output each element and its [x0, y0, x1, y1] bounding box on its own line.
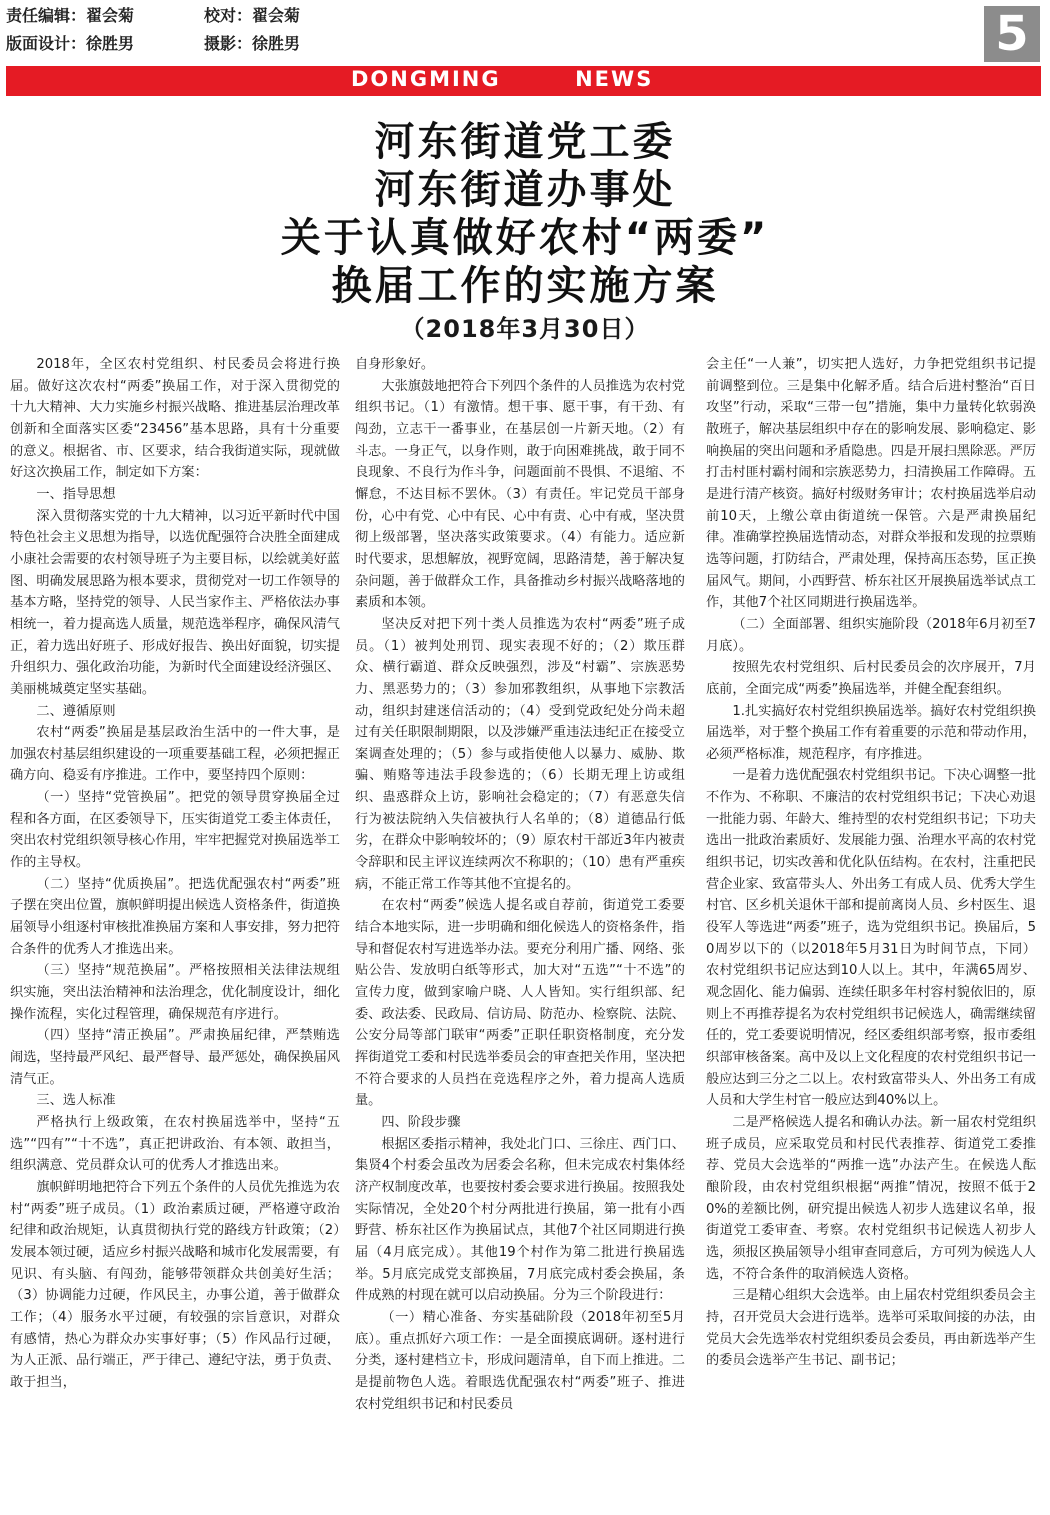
- body-paragraph: 一、指导思想: [36, 486, 116, 502]
- proofreader-credit: 校对：翟会菊: [204, 6, 301, 25]
- body-column-1: [10, 354, 340, 1512]
- body-paragraph: 2018年，全区农村党组织、村民委员会将进行换届。做好这次农村“两委”换届工作，对于深入贯彻党的十九大精神、大力实施乡村振兴战略、推进基层治理改革创新和全面落实区委“23456”基本思路，具有十分重要的意义。根据省、市、区要求，结合我街道实际，现就做好这次换届工作，制定如下方案：: [10, 357, 340, 481]
- body-paragraph: 深入贯彻落实党的十九大精神，以习近平新时代中国特色社会主义思想为指导，以选优配强符合决胜全面建成小康社会需要的农村领导班子为主要目标，以绘就美好蓝图、明确发展思路为根本要求，贯彻党对一切工作领导的基本方略，坚持党的领导、人民当家作主、严格依法办事相统一，着力提高选人质量，规范选举程序，确保风清气正，着力选出好班子、形成好报告、换出好面貌，切实提升组织力、强化政治功能，为新时代全面建设经济强区、美丽桃城奠定坚实基础。: [10, 508, 340, 697]
- body-paragraph: 坚决反对把下列十类人员推选为农村“两委”班子成员。（1）被判处刑罚、现实表现不好的；（2）欺压群众、横行霸道、群众反映强烈，涉及“村霸”、宗族恶势力、黑恶势力的；（3）参加邪教组织，从事地下宗教活动，组织封建迷信活动的；（4）受到党政纪处分尚未超过有关任职限制期限，以及涉嫌严重违法违纪正在接受立案调查处理的；（5）参与或指使他人以暴力、威胁、欺骗、贿赂等违法手段参选的；（6）长期无理上访或组织、蛊惑群众上访，影响社会稳定的；（7）有恶意失信行为被法院纳入失信被执行人名单的；（8）道德品行低劣，在群众中影响较坏的；（9）原农村干部近3年内被责令辞职和民主评议连续两次不称职的；（10）患有严重疾病，不能正常工作等其他不宜提名的。: [355, 616, 685, 892]
- body-paragraph: 三、选人标准: [36, 1093, 116, 1109]
- body-paragraph: 三是精心组织大会选举。由上届农村党组织委员会主持，召开党员大会进行选举。选举可采取间接的办法，由党员大会先选举农村党组织委员会委员，再由新选举产生的委员会选举产生书记、副书记；: [706, 1288, 1036, 1369]
- body-paragraph: 大张旗鼓地把符合下列四个条件的人员推选为农村党组织书记。（1）有激情。想干事、愿干事，有干劲、有闯劲，立志干一番事业，在基层创一片新天地。（2）有斗志。一身正气，以身作则，敢于向困难挑战，敢于同不良现象、不良行为作斗争，问题面前不畏惧、不退缩、不懈怠，不达目标不罢休。（3）有责任。牢记党员干部身份，心中有党、心中有民、心中有责、心中有戒，坚决贯彻上级部署，坚决落实政策要求。（4）有能力。适应新时代要求，思想解放，视野宽阔，思路清楚，善于解决复杂问题，善于做群众工作，具备推动乡村振兴战略落地的素质和本领。: [355, 378, 685, 611]
- article-title: [0, 118, 1050, 346]
- body-paragraph: 会主任“一人兼”，切实把人选好，力争把党组织书记提前调整到位。三是集中化解矛盾。结合后进村整治“百日攻坚”行动，采取“三带一包”措施，集中力量转化软弱涣散班子，解决基层组织中存在的影响发展、影响稳定、影响换届的突出问题和矛盾隐患。四是开展扫黑除恶。严厉打击村匪村霸村闹和宗族恶势力，扫清换届工作障碍。五是进行清产核资。搞好村级财务审计；农村换届选举启动前10天，上缴公章由街道统一保管。六是严肃换届纪律。准确掌控换届选情动态，对群众举报和发现的拉票贿选等问题，打防结合，严肃处理，保持高压态势，匡正换届风气。期间，小西野营、桥东社区开展换届选举试点工作，其他7个社区同期进行换届选举。: [706, 357, 1036, 611]
- editor-credit: 责任编辑：翟会菊: [6, 6, 135, 25]
- article-date: （2018年3月30日）: [400, 315, 650, 343]
- body-paragraph: 旗帜鲜明地把符合下列五个条件的人员优先推选为农村“两委”班子成员。（1）政治素质过硬，严格遵守政治纪律和政治规矩，认真贯彻执行党的路线方针政策；（2）发展本领过硬，适应乡村振兴战略和城市化发展需要，有见识、有头脑、有闯劲，能够带领群众共创美好生活；（3）协调能力过硬，作风民主，办事公道，善于做群众工作；（4）服务水平过硬，有较强的宗旨意识，对群众有感情，热心为群众办实事好事；（5）作风品行过硬，为人正派、品行端正，严于律己、遵纪守法，勇于负责、敢于担当，: [10, 1179, 340, 1390]
- article-body: [10, 354, 1042, 1512]
- page-header: [0, 0, 1050, 66]
- body-paragraph: 严格执行上级政策，在农村换届选举中，坚持“五选”“四有”“十不选”，真正把讲政治、有本领、敢担当，组织满意、党员群众认可的优秀人才推选出来。: [10, 1114, 340, 1174]
- title-line-1: 河东街道党工委: [374, 119, 676, 165]
- body-column-2: [355, 354, 685, 1512]
- body-paragraph: （二）坚持“优质换届”。把选优配强农村“两委”班子摆在突出位置，旗帜鲜明提出候选人资格条件，街道换届领导小组逐村审核批准换届方案和人事安排，努力把符合条件的优秀人才推选出来。: [10, 876, 340, 957]
- body-paragraph: 自身形象好。: [355, 357, 435, 372]
- section-banner: [6, 66, 1041, 96]
- body-paragraph: 四、阶段步骤: [381, 1114, 461, 1130]
- body-paragraph: （一）精心准备、夯实基础阶段（2018年初至5月底）。重点抓好六项工作：一是全面摸底调研。逐村进行分类，逐村建档立卡，形成问题清单，自下而上推进。二是提前物色人选。着眼选优配强农村“两委”班子、推进农村党组织书记和村民委员: [355, 1309, 685, 1412]
- body-paragraph: 二、遵循原则: [36, 703, 116, 719]
- body-paragraph: 二是严格候选人提名和确认办法。新一届农村党组织班子成员，应采取党员和村民代表推荐、街道党工委推荐、党员大会选举的“两推一选”办法产生。在候选人酝酿阶段，由农村党组织根据“两推”情况，按照不低于20%的差额比例，研究提出候选人初步人选建议名单，报街道党工委审查、考察。农村党组织书记候选人初步人选，须报区换届领导小组审查同意后，方可列为候选人人选，不符合条件的取消候选人资格。: [706, 1114, 1036, 1282]
- designer-credit: 版面设计：徐胜男: [6, 34, 135, 53]
- body-paragraph: 农村“两委”换届是基层政治生活中的一件大事，是加强农村基层组织建设的一项重要基础工程，必须把握正确方向、稳妥有序推进。工作中，要坚持四个原则：: [10, 725, 340, 784]
- body-paragraph: （四）坚持“清正换届”。严肃换届纪律，严禁贿选闹选，坚持最严风纪、最严督导、最严惩处，确保换届风清气正。: [10, 1028, 340, 1087]
- section-name: DONGMING NEWS: [351, 67, 654, 91]
- page-number: 5: [995, 6, 1029, 62]
- title-line-4: 换届工作的实施方案: [331, 263, 719, 309]
- title-line-2: 河东街道办事处: [374, 167, 676, 213]
- staff-credits: [6, 5, 404, 55]
- body-paragraph: 1.扎实搞好农村党组织换届选举。搞好农村党组织换届选举，对于整个换届工作有着重要的示范和带动作用，必须严格标准，规范程序，有序推进。: [706, 703, 1036, 762]
- body-paragraph: 根据区委指示精神，我处北门口、三徐庄、西门口、集贤4个村委会虽改为居委会名称，但未完成农村集体经济产权制度改革，也要按村委会要求进行换届。按照我处实际情况，全处20个村分两批进行换届，第一批有小西野营、桥东社区作为换届试点，其他7个社区同期进行换届（4月底完成）。其他19个村作为第二批进行换届选举。5月底完成党支部换届，7月底完成村委会换届，条件成熟的村现在就可以启动换届。分为三个阶段进行：: [355, 1136, 685, 1304]
- body-paragraph: 一是着力选优配强农村党组织书记。下决心调整一批不作为、不称职、不廉洁的农村党组织书记；下决心劝退一批能力弱、年龄大、维持型的农村党组织书记；下功夫选出一批政治素质好、发展能力强、治理水平高的农村党组织书记，切实改善和优化队伍结构。在农村，注重把民营企业家、致富带头人、外出务工有成人员、优秀大学生村官、区乡机关退休干部和提前离岗人员、乡村医生、退役军人等选进“两委”班子，选为党组织书记。换届后，50周岁以下的（以2018年5月31日为时间节点，下同）农村党组织书记应达到10人以上。其中，年满65周岁、观念固化、能力偏弱、连续任职多年村容村貌依旧的，原则上不再推荐提名为农村党组织书记候选人，确需继续留任的，党工委要说明情况，经区委组织部考察，报市委组织部审核备案。高中及以上文化程度的农村党组织书记一般应达到三分之二以上。农村致富带头人、外出务工有成人员和大学生村官一般应达到40%以上。: [706, 768, 1036, 1109]
- body-paragraph: 在农村“两委”候选人提名或自荐前，街道党工委要结合本地实际，进一步明确和细化候选人的资格条件，指导和督促农村写进选举办法。要充分利用广播、网络、张贴公告、发放明白纸等形式，加大对“五选”“十不选”的宣传力度，做到家喻户晓、人人皆知。实行组织部、纪委、政法委、民政局、信访局、防范办、检察院、法院、公安分局等部门联审“两委”正职任职资格制度，充分发挥街道党工委和村民选举委员会的审查把关作用，坚决把不符合要求的人员挡在竞选程序之外，着力提高人选质量。: [355, 898, 685, 1109]
- body-paragraph: （二）全面部署、组织实施阶段（2018年6月初至7月底）。: [706, 616, 1036, 654]
- body-column-3: [706, 354, 1036, 1512]
- title-line-3: 关于认真做好农村“两委”: [280, 215, 770, 261]
- body-paragraph: （一）坚持“党管换届”。把党的领导贯穿换届全过程和各方面，在区委领导下，压实街道党工委主体责任，突出农村党组织领导核心作用，牢牢把握党对换届选举工作的主导权。: [10, 790, 340, 871]
- body-paragraph: 按照先农村党组织、后村民委员会的次序展开，7月底前，全面完成“两委”换届选举，并健全配套组织。: [706, 660, 1036, 697]
- page-number-badge: [984, 6, 1040, 62]
- body-paragraph: （三）坚持“规范换届”。严格按照相关法律法规组织实施，突出法治精神和法治理念，优化制度设计，细化操作流程，实化过程管理，确保规范有序进行。: [10, 963, 340, 1022]
- photographer-credit: 摄影：徐胜男: [204, 34, 301, 53]
